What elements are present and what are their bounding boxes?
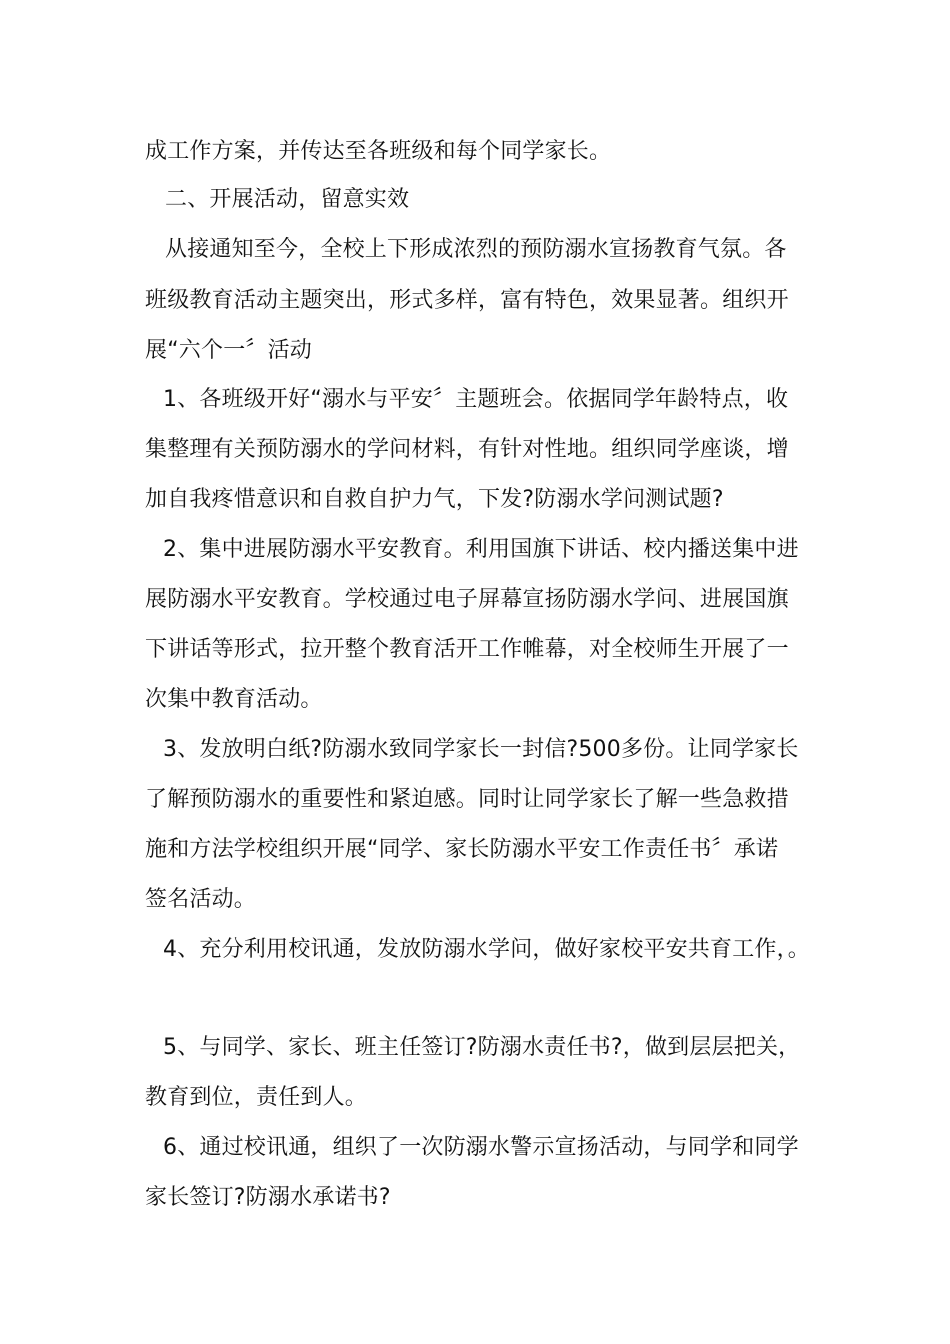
list-item-line: 集整理有关预防溺水的学问材料，有针对性地。组织同学座谈，增 xyxy=(145,437,789,462)
list-item-line: 2、集中进展防溺水平安教育。利用国旗下讲话、校内播送集中进 xyxy=(163,537,799,562)
list-item-line: 1、各班级开好“溺水与平安〞主题班会。依据同学年龄特点，收 xyxy=(163,387,789,412)
list-item-line: 了解预防溺水的重要性和紧迫感。同时让同学家长了解一些急救措 xyxy=(145,787,789,812)
paragraph-line: 成工作方案，并传达至各班级和每个同学家长。 xyxy=(145,139,612,164)
list-item-line: 教育到位，责任到人。 xyxy=(145,1085,368,1110)
list-item-line: 下讲话等形式，拉开整个教育活开工作帷幕，对全校师生开展了一 xyxy=(145,637,789,662)
list-item-line: 次集中教育活动。 xyxy=(145,687,323,712)
list-item-line: 家长签订?防溺水承诺书? xyxy=(145,1185,391,1210)
section-heading: 二、开展活动，留意实效 xyxy=(165,187,410,212)
list-item-line: 3、发放明白纸?防溺水致同学家长一封信?500多份。让同学家长 xyxy=(163,737,799,762)
list-item-line: 签名活动。 xyxy=(145,887,257,912)
list-item-line: 展防溺水平安教育。学校通过电子屏幕宣扬防溺水学问、进展国旗 xyxy=(145,587,789,612)
list-item-line: 6、通过校讯通，组织了一次防溺水警示宣扬活动，与同学和同学 xyxy=(163,1135,799,1160)
list-item-line: 4、充分利用校讯通，发放防溺水学问，做好家校平安共育工作，。 xyxy=(163,937,810,962)
paragraph-line: 班级教育活动主题突出，形式多样，富有特色，效果显著。组织开 xyxy=(145,288,789,313)
paragraph-line: 从接通知至今，全校上下形成浓烈的预防溺水宣扬教育气氛。各 xyxy=(165,237,787,262)
list-item-line: 5、与同学、家长、班主任签订?防溺水责任书?，做到层层把关， xyxy=(163,1035,801,1060)
paragraph-line: 展“六个一〞活动 xyxy=(145,338,312,363)
list-item-line: 加自我疼惜意识和自救自护力气，下发?防溺水学问测试题? xyxy=(145,487,724,512)
list-item-line: 施和方法学校组织开展“同学、家长防溺水平安工作责任书〞承诺 xyxy=(145,837,779,862)
